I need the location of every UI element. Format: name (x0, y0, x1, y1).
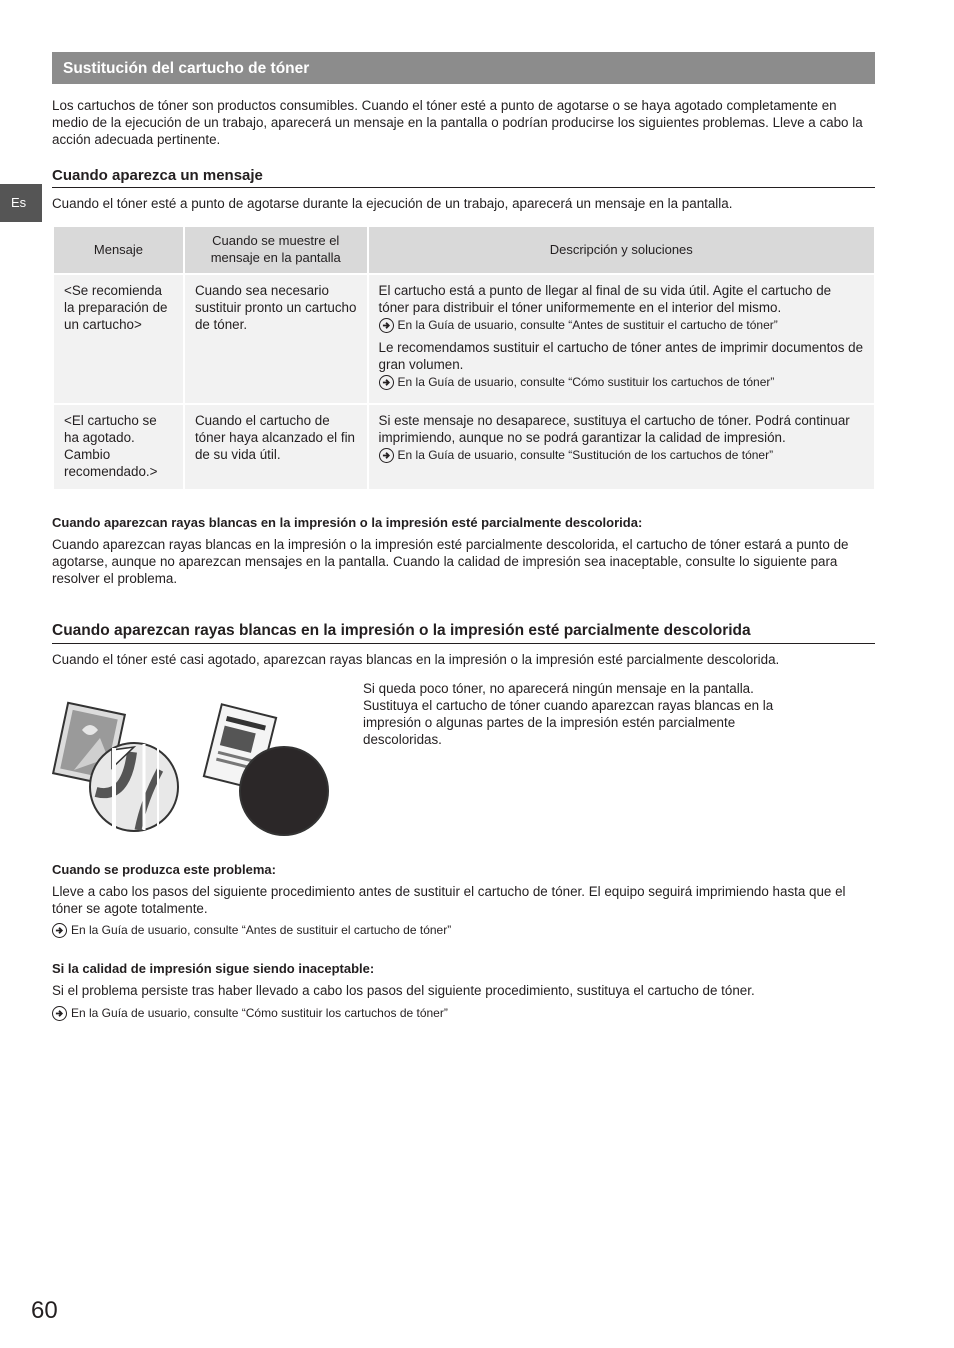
problem-subheading: Cuando se produzca este problema: (52, 862, 276, 877)
section-title-bar: Sustitución del cartucho de tóner (52, 52, 875, 84)
description-text: Si este mensaje no desaparece, sustituya el cartucho de tóner. Podrá continuar imprimiendo, aunque no se podrá garantizar la calidad de impresión. (378, 413, 850, 446)
table-row (53, 274, 875, 404)
problem-paragraph: Lleve a cabo los pasos del siguiente procedimiento antes de sustituir el cartucho de tóner. El equipo seguirá imprimiendo hasta que el tóner se agote totalmente. (52, 884, 846, 917)
arrow-circle-icon (379, 448, 394, 463)
intro-paragraph: Los cartuchos de tóner son productos consumibles. Cuando el tóner esté a punto de agotarse o se haya agotado completamente en medio de la ejecución de un trabajo, aparecerá un mensaje en la pantalla o podrían producirse los siguientes problemas. Lleve a cabo la acción adecuada pertinente. (52, 98, 863, 148)
guide-reference (379, 318, 864, 333)
description-cell (368, 274, 875, 404)
guide-reference-text: En la Guía de usuario, consulte “Cómo sustituir los cartuchos de tóner” (71, 1006, 448, 1020)
section-lead-message: Cuando el tóner esté a punto de agotarse durante la ejecución de un trabajo, aparecerá un mensaje en la pantalla. (52, 196, 733, 211)
when-cell: Cuando sea necesario sustituir pronto un cartucho de tóner. (184, 274, 368, 404)
table-header-cell: Descripción y soluciones (368, 226, 875, 274)
table-header-cell: Mensaje (53, 226, 184, 274)
side-paragraph: Si queda poco tóner, no aparecerá ningún mensaje en la pantalla. Sustituya el cartucho de tóner cuando aparezcan rayas blancas en la impresión o algunas partes de la impresión estén parcialmente descoloridas. (363, 681, 774, 748)
description-text: Le recomendamos sustituir el cartucho de tóner antes de imprimir documentos de gran volumen. (378, 339, 864, 372)
guide-reference (52, 1006, 448, 1021)
print-defect-illustration (52, 700, 342, 840)
section-heading-streaks: Cuando aparezcan rayas blancas en la impresión o la impresión esté parcialmente descolorida (52, 621, 875, 644)
when-cell: Cuando el cartucho de tóner haya alcanzado el fin de su vida útil. (184, 404, 368, 490)
description-cell (368, 404, 875, 490)
page-number: 60 (31, 1297, 58, 1324)
guide-reference-text: En la Guía de usuario, consulte “Antes de sustituir el cartucho de tóner” (71, 923, 452, 937)
arrow-circle-icon (52, 923, 67, 938)
streaks-subheading: Cuando aparezcan rayas blancas en la impresión o la impresión esté parcialmente descolorida: (52, 515, 643, 530)
guide-reference-text: En la Guía de usuario, consulte “Sustitución de los cartuchos de tóner” (397, 448, 774, 463)
message-cell: <Se recomienda la preparación de un cartucho> (53, 274, 184, 404)
table-header-cell: Cuando se muestre el mensaje en la pantalla (184, 226, 368, 274)
section-heading-message: Cuando aparezca un mensaje (52, 166, 875, 188)
arrow-circle-icon (52, 1006, 67, 1021)
guide-reference (52, 923, 451, 938)
guide-reference-text: En la Guía de usuario, consulte “Antes de sustituir el cartucho de tóner” (397, 318, 778, 333)
arrow-circle-icon (379, 375, 394, 390)
language-tab: Es (0, 184, 42, 222)
description-text: El cartucho está a punto de llegar al final de su vida útil. Agite el cartucho de tóner para distribuir el tóner uniformemente en el interior del mismo. (378, 283, 832, 316)
persist-subheading: Si la calidad de impresión sigue siendo inaceptable: (52, 961, 375, 976)
arrow-circle-icon (379, 318, 394, 333)
persist-paragraph: Si el problema persiste tras haber llevado a cabo los pasos del siguiente procedimiento, sustituya el cartucho de tóner. (52, 983, 755, 998)
faded-document-print (204, 704, 328, 835)
message-cell: <El cartucho se ha agotado. Cambio recomendado.> (53, 404, 184, 490)
table-row (53, 404, 875, 490)
streaks-paragraph: Cuando aparezcan rayas blancas en la impresión o la impresión esté parcialmente descolorida, el cartucho de tóner estará a punto de agotarse, aunque no aparezcan mensajes en la pantalla. Cuando la calidad de impresión sea inaceptable, consulte lo siguiente para resolver el problema. (52, 537, 849, 587)
message-table (52, 225, 876, 491)
table-header-row (53, 226, 875, 274)
section-lead-streaks: Cuando el tóner esté casi agotado, aparezcan rayas blancas en la impresión o la impresión esté parcialmente descolorida. (52, 652, 780, 667)
guide-reference (379, 375, 864, 390)
faded-photo-print (53, 703, 178, 831)
guide-reference-text: En la Guía de usuario, consulte “Cómo sustituir los cartuchos de tóner” (397, 374, 775, 389)
guide-reference (379, 448, 864, 463)
